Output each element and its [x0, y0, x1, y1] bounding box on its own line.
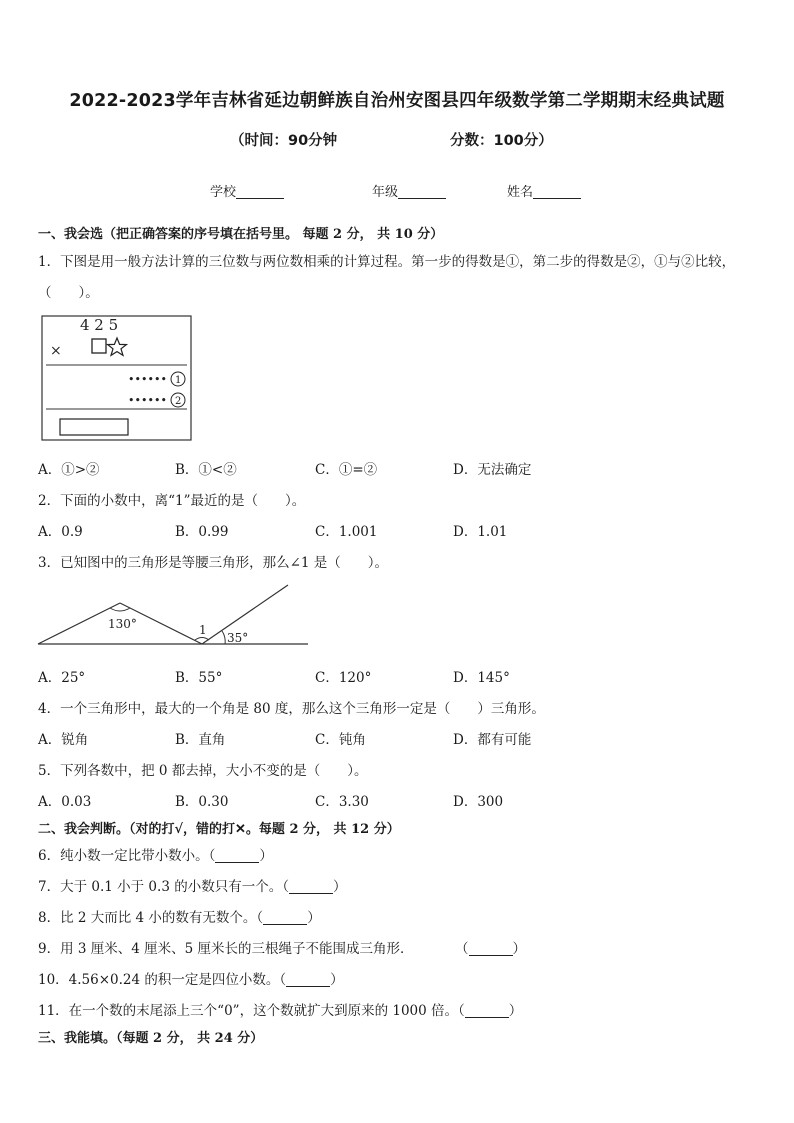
q10-blank[interactable] — [286, 972, 330, 987]
q9-text: 9．用 3 厘米、4 厘米、5 厘米长的三根绳子不能围成三角形． — [38, 941, 414, 957]
q11-blank[interactable] — [465, 1003, 509, 1018]
q9 — [38, 937, 414, 957]
q1-text: 1．下图是用一般方法计算的三位数与两位数相乘的计算过程。第一步的得数是①，第二步的得数是②，①与②比较， — [38, 254, 736, 270]
q2-option-c: C．1.001 — [315, 524, 378, 540]
name-label: 姓名 — [507, 185, 534, 200]
school-blank — [236, 184, 284, 199]
q3-option-b: B．55° — [175, 670, 223, 686]
exam-time: （时间：90分钟 — [230, 133, 338, 149]
q3-option-d: D．145° — [453, 670, 510, 686]
q3-option-a: A．25° — [38, 670, 86, 686]
q8 — [38, 906, 321, 926]
q6-text: 6．纯小数一定比带小数小。（ — [38, 848, 216, 864]
q5-option-b: B．0.30 — [175, 794, 229, 810]
star-icon — [108, 338, 127, 355]
q5-text: 5．下列各数中，把 0 都去掉，大小不变的是（ ）。 — [38, 763, 368, 779]
q10-text: 10．4.56×0.24 的积一定是四位小数。（ — [38, 972, 287, 988]
q1-multiplicand: 4 2 5 — [80, 316, 119, 334]
q7-blank[interactable] — [289, 879, 333, 894]
q1-option-d: D．无法确定 — [453, 462, 532, 478]
q8-text: 8．比 2 大而比 4 小的数有无数个。（ — [38, 910, 264, 926]
q7-text: 7．大于 0.1 小于 0.3 的小数只有一个。（ — [38, 879, 289, 895]
q1-option-b: B．①<② — [175, 462, 237, 478]
q2-option-b: B．0.99 — [175, 524, 229, 540]
grade-blank — [398, 184, 446, 199]
q5-option-d: D．300 — [453, 794, 504, 810]
q4-option-d: D．都有可能 — [453, 732, 532, 748]
section-1-title: 一、我会选（把正确答案的序号填在括号里。 每题 2 分， 共 10 分） — [38, 227, 444, 242]
q9-blank[interactable] — [469, 941, 513, 956]
q1-figure — [40, 313, 196, 443]
q6-blank[interactable] — [215, 848, 259, 863]
q9-end: ） — [512, 941, 526, 957]
q4-option-b: B．直角 — [175, 732, 226, 748]
q1-dots-1: •••••• — [128, 373, 167, 386]
q3-angle-35: 35° — [227, 631, 249, 645]
q1-times-sign: × — [50, 343, 62, 359]
q1-option-c: C．①=② — [315, 462, 378, 478]
name-field — [507, 181, 581, 200]
section-2-title: 二、我会判断。（对的打√，错的打✕。每题 2 分， 共 12 分） — [38, 822, 400, 837]
q6 — [38, 844, 273, 864]
q6-end: ） — [259, 848, 273, 864]
q11-end: ） — [508, 1003, 523, 1019]
q9-open: （ — [455, 941, 469, 957]
q11 — [38, 999, 522, 1019]
q3-option-c: C．120° — [315, 670, 372, 686]
q5-option-a: A．0.03 — [38, 794, 92, 810]
q4-text: 4．一个三角形中，最大的一个角是 80 度，那么这个三角形一定是（ ）三角形。 — [38, 701, 545, 717]
q5-option-c: C．3.30 — [315, 794, 369, 810]
q1-answer-paren: （ ）。 — [38, 285, 99, 301]
q7-end: ） — [332, 879, 347, 895]
q4-option-c: C．钝角 — [315, 732, 366, 748]
q4-option-a: A．锐角 — [38, 732, 89, 748]
q10-end: ） — [330, 972, 344, 988]
q2-text: 2．下面的小数中，离“1”最近的是（ ）。 — [38, 493, 306, 509]
grade-field — [372, 181, 446, 200]
school-field — [210, 181, 284, 200]
q2-option-a: A．0.9 — [38, 524, 83, 540]
name-blank — [533, 184, 581, 199]
q1-mark2-digit: 2 — [175, 396, 182, 407]
grade-label: 年级 — [372, 185, 399, 200]
section-3-title: 三、我能填。（每题 2 分， 共 24 分） — [38, 1031, 264, 1046]
q8-end: ） — [307, 910, 321, 926]
q10 — [38, 968, 344, 988]
exam-score: 分数：100分） — [450, 133, 553, 149]
q1-option-a: A．①>② — [38, 462, 100, 478]
q1-result-box — [60, 419, 128, 435]
q3-angle-130: 130° — [108, 617, 137, 631]
q3-angle-1: 1 — [199, 623, 207, 637]
q3-figure — [36, 580, 311, 650]
q8-blank[interactable] — [263, 910, 307, 925]
q11-text: 11．在一个数的末尾添上三个“0”，这个数就扩大到原来的 1000 倍。（ — [38, 1003, 465, 1019]
exam-title: 2022-2023学年吉林省延边朝鲜族自治州安图县四年级数学第二学期期末经典试题 — [69, 91, 725, 111]
q2-option-d: D．1.01 — [453, 524, 508, 540]
square-icon — [92, 339, 106, 353]
q1-dots-2: •••••• — [128, 394, 167, 407]
q3-text: 3．已知图中的三角形是等腰三角形，那么∠1 是（ ）。 — [38, 555, 389, 571]
school-label: 学校 — [210, 185, 237, 200]
q9-answer — [455, 937, 526, 957]
q7 — [38, 875, 346, 895]
q1-mark1-digit: 1 — [175, 375, 182, 386]
